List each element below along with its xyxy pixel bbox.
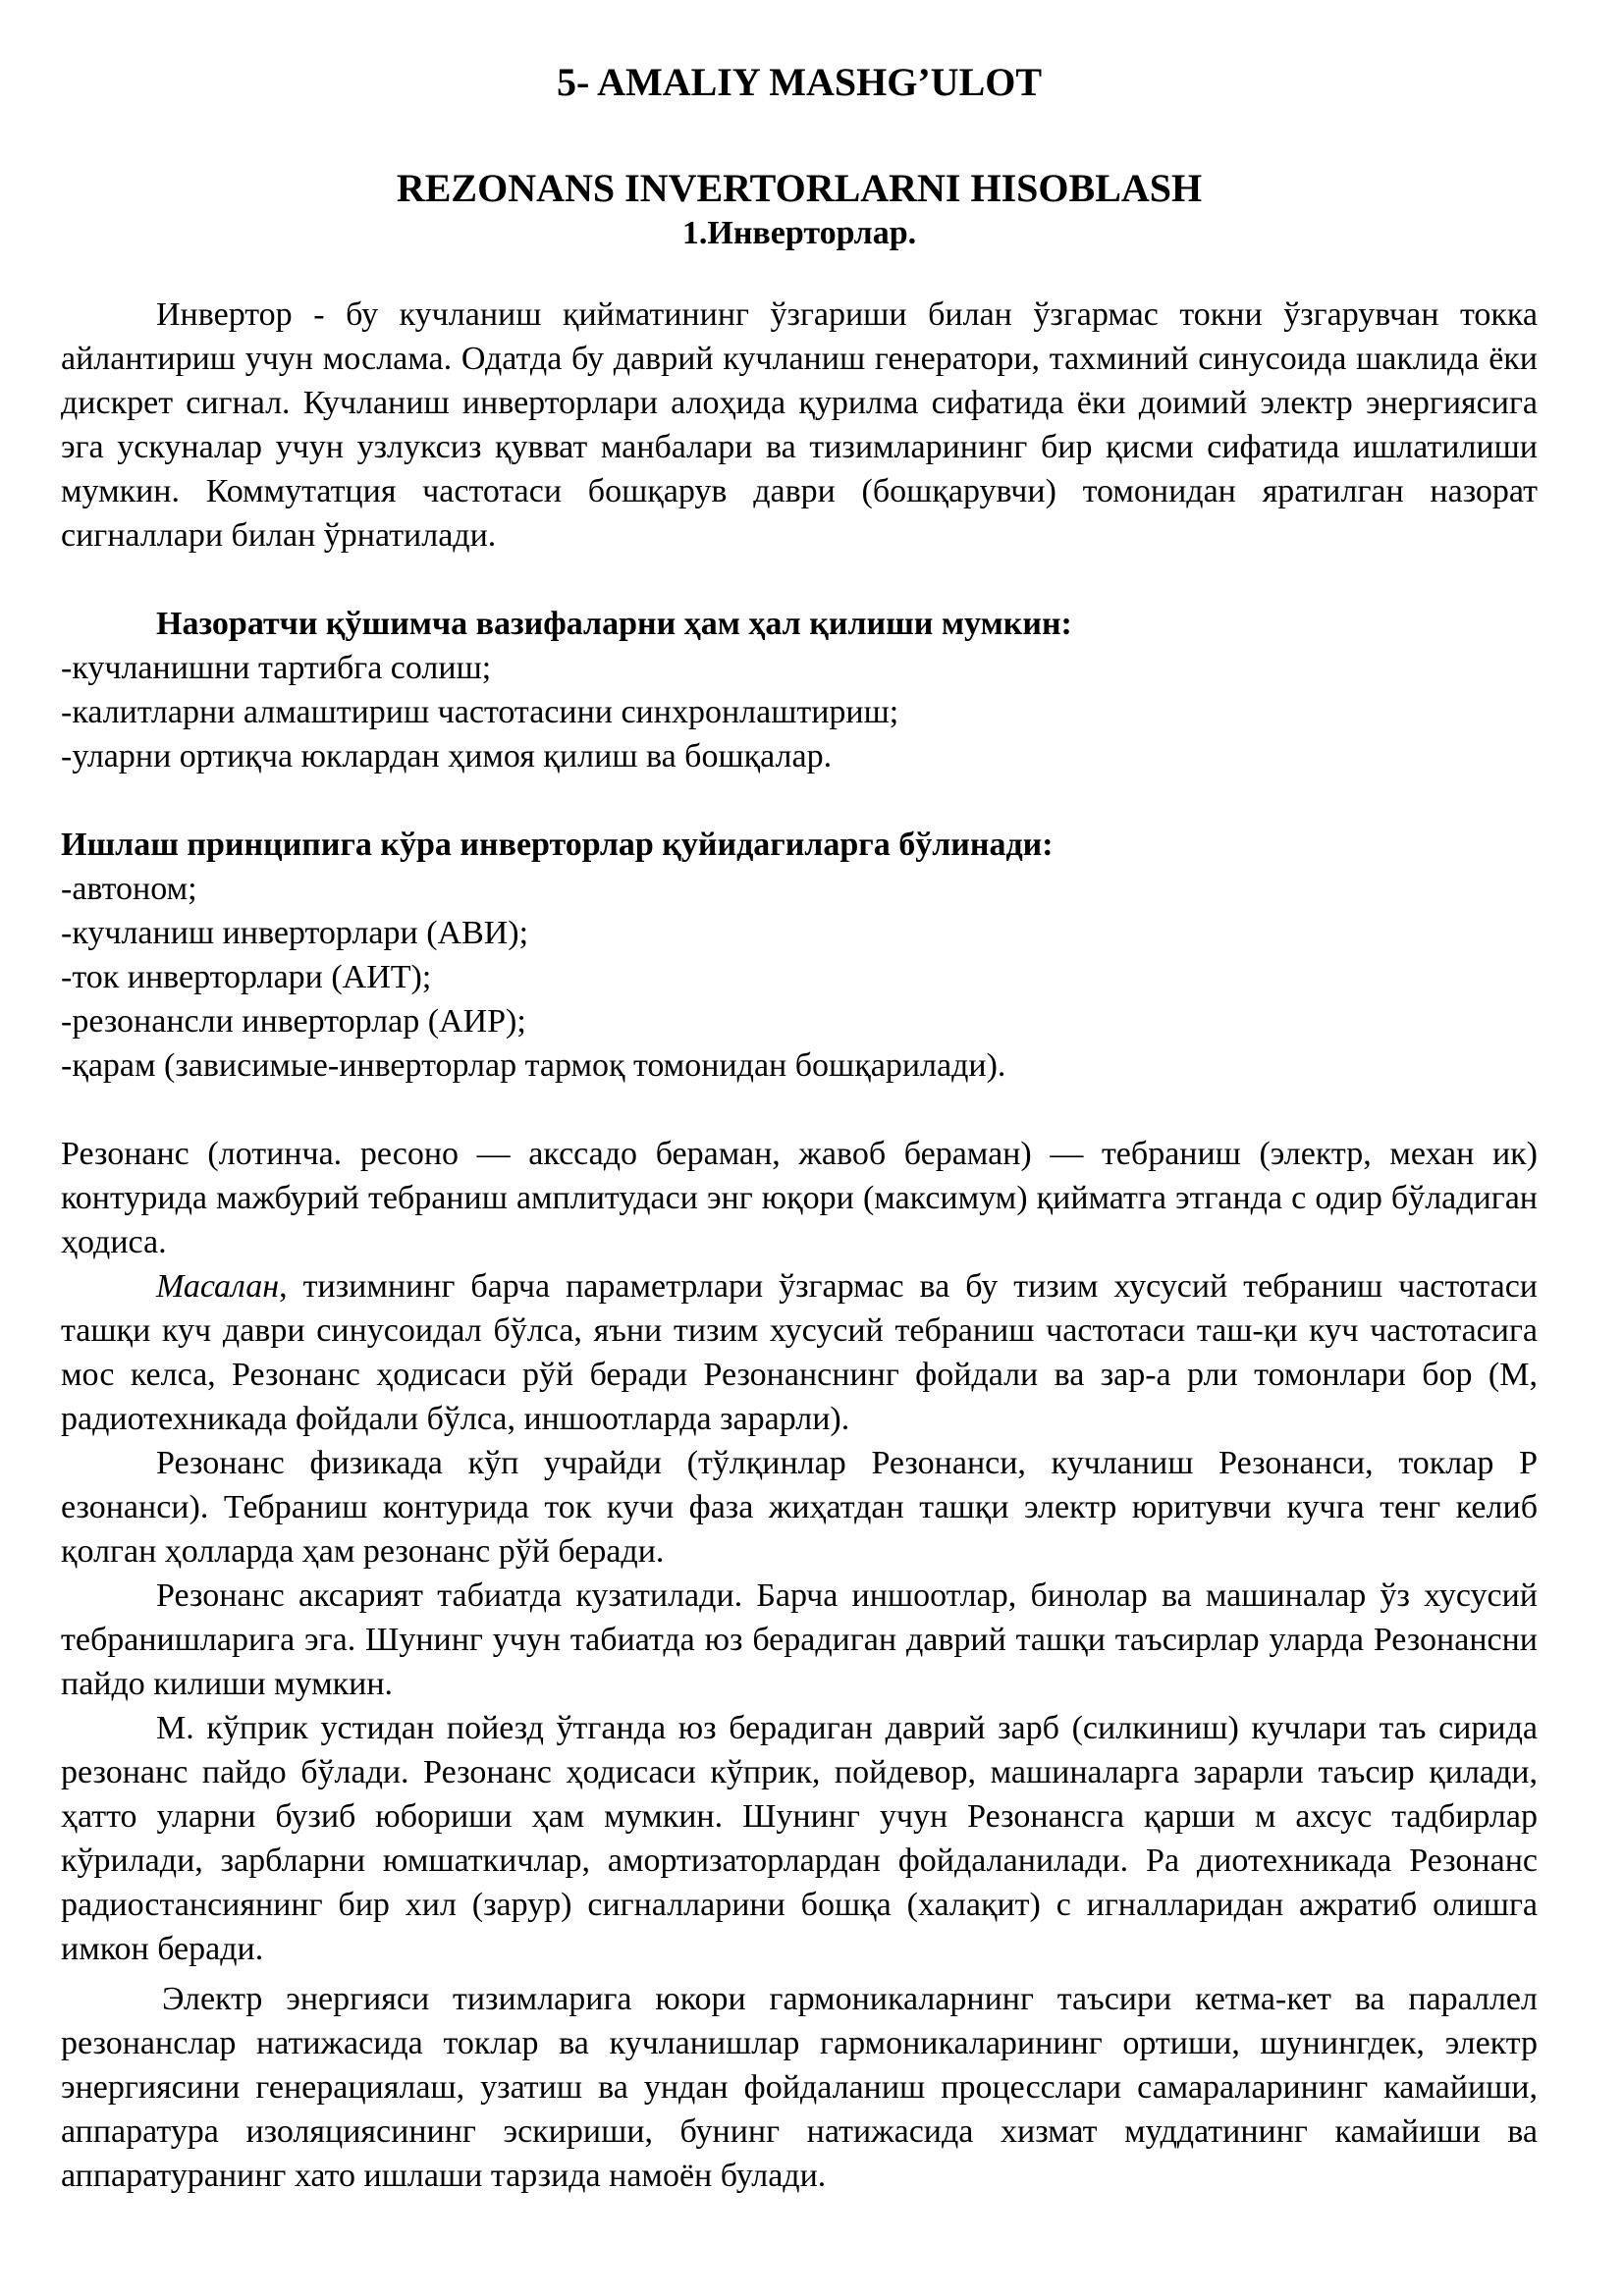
list-item: -кучланишни тартибга солиш;: [61, 650, 492, 686]
list-item: -ток инверторлари (АИТ);: [61, 959, 432, 995]
resonance-example: [61, 1264, 1538, 1441]
classification-heading: Ишлаш принципига кўра инверторлар қуйидагиларга бўлинади:: [61, 827, 1054, 863]
intro-paragraph: Инвертор - бу кучланиш қийматининг ўзгариши билан ўзгармас токни ўзгарувчан токка айлантириш учун мослама. Одатда бу даврий кучланиш генератори, тахминий синусоида шаклида ёки дискрет сигнал. Кучланиш инверторлари алоҳида қурилма сифатида ёки доимий электр энергиясига эга ускуналар учун узлуксиз қувват манбалари ва тизимларининг бир қисми сифатида ишлатилиши мумкин. Коммутатция частотаси бошқарув даври (бошқарувчи) томонидан яратилган назорат сигналлари билан ўрнатилади.: [61, 296, 1538, 554]
list-item: -калитларни алмаштириш частотасини синхронлаштириш;: [61, 694, 899, 730]
topic-title: REZONANS INVERTORLARNI HISOBLASH: [396, 166, 1203, 210]
resonance-nature: Резонанс аксарият табиатда кузатилади. Барча иншоотлар, бинолар ва машиналар ўз хусусий тебранишларига эга. Шунинг учун табиатда юз берадиган даврий ташқи таъсирлар уларда Резонансни пайдо килиши мумкин.: [61, 1577, 1538, 1702]
spacer: [61, 1088, 1538, 1132]
classification-list: [61, 867, 1538, 1088]
list-item: -қарам (зависимые-инверторлар тармоқ томонидан бошқарилади).: [61, 1047, 1006, 1084]
section-heading: 1.Инверторлар.: [681, 215, 917, 251]
list-item: -автоном;: [61, 871, 197, 907]
resonance-physics: Резонанс физикада кўп учрайди (тўлқинлар Резонанси, кучланиш Резонанси, токлар Р езонанси). Тебраниш контурида ток кучи фаза жиҳатдан ташқи электр юритувчи кучга тенг келиб қолган ҳолларда ҳам резонанс рўй беради.: [61, 1445, 1538, 1570]
list-item: -кучланиш инверторлари (АВИ);: [61, 915, 529, 951]
example-text: , тизимнинг барча параметрлари ўзгармас ва бу тизим хусусий тебраниш частотаси ташқи куч даври синусоидал бўлса, яъни тизим хусусий тебраниш частотаси таш-қи куч частотасига мос келса, Резонанс ҳодисаси рўй беради Резонанснинг фойдали ва зар-а рли томонлари бор (М, радиотехникада фойдали бўлса, иншоотларда зарарли).: [61, 1268, 1538, 1437]
document-title: 5- AMALIY MASHG’ULOT: [556, 60, 1043, 104]
controller-heading: Назоратчи қўшимча вазифаларни ҳам ҳал қилиши мумкин:: [156, 606, 1072, 642]
resonance-bridge: М. кўприк устидан пойезд ўтганда юз берадиган даврий зарб (силкиниш) кучлари таъ сирида резонанс пайдо бўлади. Резонанс ҳодисаси кўприк, пойдевор, машиналарга зарарли таъсир қилади, ҳатто уларни бузиб юбориши ҳам мумкин. Шунинг учун Резонансга қарши м ахсус тадбирлар кўрилади, зарбларни юмшаткичлар, амортизаторлардан фойдаланилади. Ра диотехникада Резонанс радиостансиянинг бир хил (зарур) сигналларини бошқа (халақит) с игналларидан ажратиб олишга имкон беради.: [61, 1710, 1538, 1967]
resonance-definition: Резонанс (лотинча. ресоно — акссадо бераман, жавоб бераман) — тебраниш (электр, механ ик) контурида мажбурий тебраниш амплитудаси энг юқори (максимум) қийматга этганда с одир бўладиган ҳодиса.: [61, 1136, 1538, 1260]
list-item: -уларни ортиқча юклардан ҳимоя қилиш ва бошқалар.: [61, 738, 833, 774]
example-italic-word: Масалан: [156, 1268, 280, 1305]
controller-list: [61, 646, 1538, 778]
resonance-harmonics: Электр энергияси тизимларига юкори гармоникаларнинг таъсири кетма-кет ва параллел резонанслар натижасида токлар ва кучланишлар гармоникаларининг ортиши, шунингдек, электр энергиясини генерациялаш, узатиш ва ундан фойдаланиш процесслари самараларининг камайиши, аппаратура изоляциясининг эскириши, бунинг натижасида хизмат муддатининг камайиши ва аппаратуранинг хато ишлаши тарзида намоён булади.: [61, 1981, 1538, 2194]
spacer: [61, 558, 1538, 602]
spacer: [61, 778, 1538, 823]
list-item: -резонансли инверторлар (АИР);: [61, 1003, 526, 1040]
